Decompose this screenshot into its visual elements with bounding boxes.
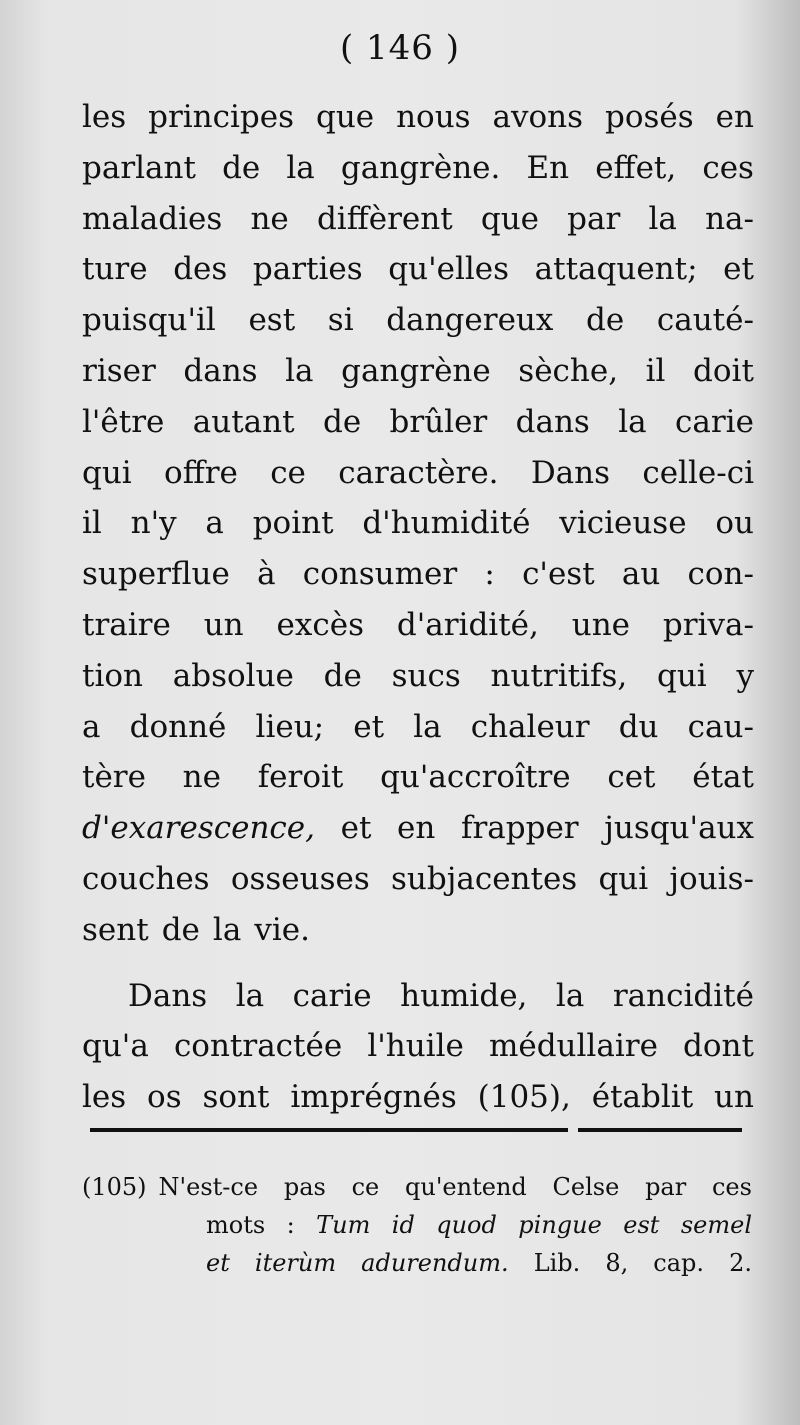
- body-text: [82, 92, 754, 1123]
- footnote-line: (105) N'est-ce pas ce qu'entend Celse par ces: [82, 1173, 752, 1201]
- text-line: Dans la carie humide, la rancidité: [128, 977, 754, 1014]
- text-line: a donné lieu; et la chaleur du cau-: [82, 708, 754, 745]
- footnote-rule: [90, 1128, 568, 1132]
- text-line: d'exarescence, et en frapper jusqu'aux: [82, 810, 754, 847]
- text-line: qu'a contractée l'huile médullaire dont: [82, 1028, 754, 1065]
- text-line: maladies ne diffèrent que par la na-: [82, 200, 754, 237]
- footnote-rule-short: [578, 1128, 742, 1132]
- text-line: tion absolue de sucs nutritifs, qui y: [82, 657, 754, 694]
- text-line: il n'y a point d'humidité vicieuse ou: [82, 505, 754, 542]
- text-line: ture des parties qu'elles attaquent; et: [82, 251, 754, 288]
- text-line: puisqu'il est si dangereux de cauté-: [82, 302, 754, 339]
- text-line: qui offre ce caractère. Dans celle-ci: [82, 454, 754, 491]
- text-line: tère ne feroit qu'accroître cet état: [82, 759, 754, 796]
- page-number: ( 146 ): [339, 28, 461, 68]
- text-line: parlant de la gangrène. En effet, ces: [82, 149, 754, 186]
- footnote: [82, 1168, 752, 1282]
- footnote-line: mots : Tum id quod pingue est semel: [206, 1211, 752, 1239]
- text-line: l'être autant de brûler dans la carie: [82, 403, 754, 440]
- footnote-line: et iterùm adurendum. Lib. 8, cap. 2.: [206, 1249, 752, 1277]
- text-line: superflue à consumer : c'est au con-: [82, 556, 754, 593]
- text-line: les os sont imprégnés (105), établit un: [82, 1079, 754, 1116]
- text-line: sent de la vie.: [82, 911, 310, 948]
- text-line: riser dans la gangrène sèche, il doit: [82, 352, 754, 389]
- text-line: traire un excès d'aridité, une priva-: [82, 606, 754, 643]
- text-line: les principes que nous avons posés en: [82, 99, 754, 135]
- text-line: couches osseuses subjacentes qui jouis-: [82, 860, 754, 897]
